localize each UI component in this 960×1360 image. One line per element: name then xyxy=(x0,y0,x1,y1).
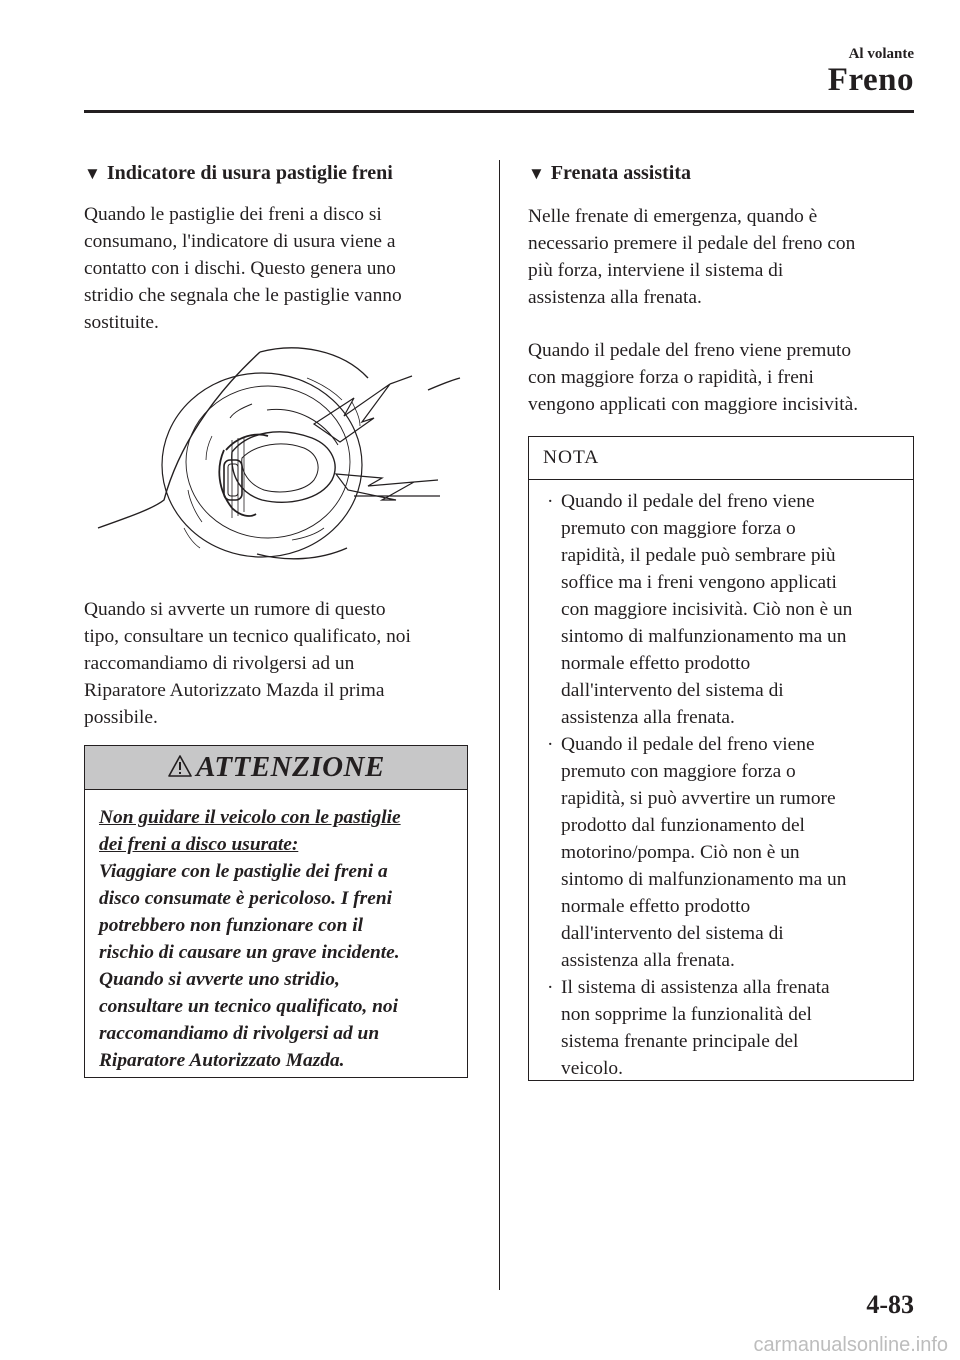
text-line: raccomandiamo di rivolgersi ad un xyxy=(99,1023,380,1044)
paragraph-frenata-intro xyxy=(528,203,916,311)
nota-list xyxy=(529,480,913,1082)
text-line: Quando si avverte un rumore di questo xyxy=(84,599,386,620)
text-line: sistema frenante principale del xyxy=(561,1031,799,1052)
text-line: rapidità, si può avvertire un rumore xyxy=(561,788,836,809)
list-item xyxy=(543,488,903,731)
text-line: tipo, consultare un tecnico qualificato, noi xyxy=(84,626,411,647)
text-line: veicolo. xyxy=(561,1058,623,1079)
heading-usura-pastiglie xyxy=(84,160,472,187)
brake-wear-illustration xyxy=(92,340,472,580)
chapter-title: Freno xyxy=(827,62,914,98)
text-line: consumano, l'indicatore di usura viene a xyxy=(84,231,396,252)
list-item xyxy=(543,731,903,974)
text-line: potrebbero non funzionare con il xyxy=(99,915,363,936)
text-line: dall'intervento del sistema di xyxy=(561,680,784,701)
text-line: sintomo di malfunzionamento ma un xyxy=(561,869,847,890)
text-line: Nelle frenate di emergenza, quando è xyxy=(528,206,818,227)
watermark: carmanualsonline.info xyxy=(753,1334,948,1356)
warning-triangle-icon xyxy=(167,754,193,778)
text-line: Il sistema di assistenza alla frenata xyxy=(561,977,830,998)
text-line: stridio che segnala che le pastiglie vanno xyxy=(84,285,402,306)
header-rule xyxy=(84,110,914,113)
text-line: sintomo di malfunzionamento ma un xyxy=(561,626,847,647)
text-line: necessario premere il pedale del freno con xyxy=(528,233,856,254)
triangle-down-icon: ▼ xyxy=(84,164,101,183)
text-line: con maggiore incisività. Ciò non è un xyxy=(561,599,853,620)
text-line: Riparatore Autorizzato Mazda. xyxy=(99,1050,345,1071)
text-line: assistenza alla frenata. xyxy=(561,707,735,728)
text-line: dall'intervento del sistema di xyxy=(561,923,784,944)
text-line: premuto con maggiore forza o xyxy=(561,761,796,782)
text-line: motorino/pompa. Ciò non è un xyxy=(561,842,800,863)
page-number: 4-83 xyxy=(866,1290,914,1319)
column-divider xyxy=(499,160,500,1290)
bullet-icon: · xyxy=(547,977,554,998)
bullet-icon: · xyxy=(547,734,554,755)
heading-text: Indicatore di usura pastiglie freni xyxy=(106,162,393,184)
attenzione-warning-box xyxy=(84,745,468,1078)
text-line: soffice ma i freni vengono applicati xyxy=(561,572,837,593)
attenzione-body xyxy=(85,790,467,1074)
paragraph-usura-intro xyxy=(84,201,472,336)
paragraph-frenata-effetto xyxy=(528,337,916,418)
text-line: Quando il pedale del freno viene premuto xyxy=(528,340,852,361)
text-line: assistenza alla frenata. xyxy=(561,950,735,971)
text-line: sostituite. xyxy=(84,312,159,333)
text-line: dei freni a disco usurate: xyxy=(99,834,299,855)
text-line: Quando le pastiglie dei freni a disco si xyxy=(84,204,382,225)
text-line: Non guidare il veicolo con le pastiglie xyxy=(99,807,401,828)
text-line: rapidità, il pedale può sembrare più xyxy=(561,545,836,566)
text-line: normale effetto prodotto xyxy=(561,896,751,917)
text-line: possibile. xyxy=(84,707,158,728)
text-line: vengono applicati con maggiore incisività. xyxy=(528,394,859,415)
text-line: Quando il pedale del freno viene xyxy=(561,734,815,755)
text-line: consultare un tecnico qualificato, noi xyxy=(99,996,398,1017)
heading-text: Frenata assistita xyxy=(550,162,692,184)
text-line: assistenza alla frenata. xyxy=(528,287,702,308)
text-line: più forza, interviene il sistema di xyxy=(528,260,784,281)
text-line: disco consumate è pericoloso. I freni xyxy=(99,888,392,909)
text-line: normale effetto prodotto xyxy=(561,653,751,674)
text-line: Quando si avverte uno stridio, xyxy=(99,969,340,990)
section-label: Al volante xyxy=(848,46,914,62)
bullet-icon: · xyxy=(547,491,554,512)
text-line: rischio di causare un grave incidente. xyxy=(99,942,400,963)
text-line: Viaggiare con le pastiglie dei freni a xyxy=(99,861,388,882)
text-line: raccomandiamo di rivolgersi ad un xyxy=(84,653,355,674)
text-line: premuto con maggiore forza o xyxy=(561,518,796,539)
nota-title: NOTA xyxy=(529,437,913,480)
heading-frenata-assistita xyxy=(528,160,916,187)
text-line: non sopprime la funzionalità del xyxy=(561,1004,812,1025)
attenzione-header xyxy=(85,746,467,790)
list-item xyxy=(543,974,903,1082)
text-line: con maggiore forza o rapidità, i freni xyxy=(528,367,814,388)
nota-box xyxy=(528,436,914,1081)
triangle-down-icon: ▼ xyxy=(528,164,545,183)
text-line: Riparatore Autorizzato Mazda il prima xyxy=(84,680,385,701)
attenzione-title: ATTENZIONE xyxy=(196,751,385,783)
text-line: Quando il pedale del freno viene xyxy=(561,491,815,512)
text-line: contatto con i dischi. Questo genera uno xyxy=(84,258,396,279)
text-line: prodotto dal funzionamento del xyxy=(561,815,805,836)
paragraph-usura-consiglio xyxy=(84,596,472,731)
